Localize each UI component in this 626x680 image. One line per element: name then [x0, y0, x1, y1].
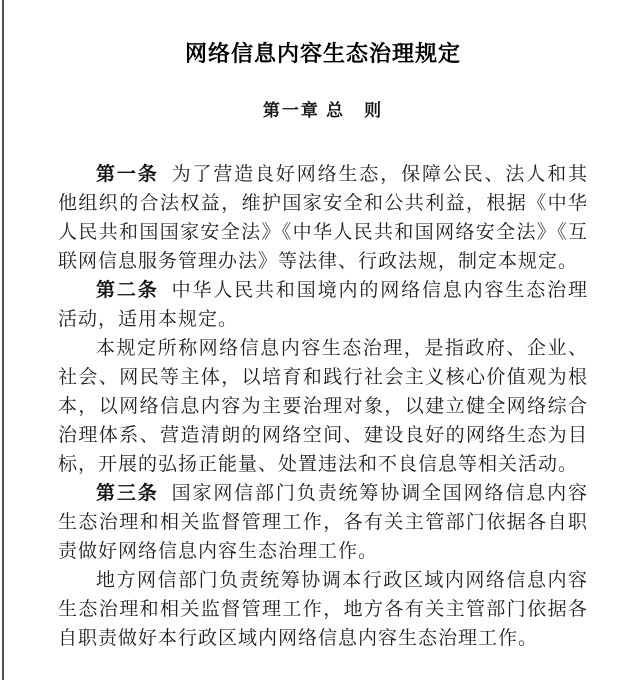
article-3-label: 第三条	[96, 483, 159, 504]
article-3-text: 国家网信部门负责统筹协调全国网络信息内容生态治理和相关监督管理工作，各有关主管部门依据各自职责做好网络信息内容生态治理工作。	[58, 483, 588, 562]
document-title: 网络信息内容生态治理规定	[184, 41, 461, 66]
document-body	[58, 160, 588, 653]
article-1-text: 为了营造良好网络生态，保障公民、法人和其他组织的合法权益，维护国家安全和公共利益，根据《中华人民共和国国家安全法》《中华人民共和国网络安全法》《互联网信息服务管理办法》等法律、行政法规，制定本规定。	[58, 164, 588, 272]
document-content	[58, 0, 588, 653]
article-1-label: 第一条	[96, 164, 159, 185]
article-3-continuation-text: 地方网信部门负责统筹协调本行政区域内网络信息内容生态治理和相关监督管理工作，地方各有关主管部门依据各自职责做好本行政区域内网络信息内容生态治理工作。	[58, 570, 588, 649]
article-2-continuation-text: 本规定所称网络信息内容生态治理，是指政府、企业、社会、网民等主体，以培育和践行社会主义核心价值观为根本，以网络信息内容为主要治理对象，以建立健全网络综合治理体系、营造清朗的网络空间、建设良好的网络生态为目标，开展的弘扬正能量、处置违法和不良信息等相关活动。	[58, 338, 588, 475]
chapter-heading: 第一章 总 则	[262, 101, 384, 120]
article-2-label: 第二条	[96, 280, 159, 301]
article-2-continuation-paragraph	[58, 334, 588, 479]
article-2-paragraph	[58, 276, 588, 334]
article-2-text: 中华人民共和国境内的网络信息内容生态治理活动，适用本规定。	[58, 280, 588, 330]
article-3-continuation-paragraph	[58, 566, 588, 653]
article-1-paragraph	[58, 160, 588, 276]
article-3-paragraph	[58, 479, 588, 566]
page-left-border	[2, 0, 4, 680]
